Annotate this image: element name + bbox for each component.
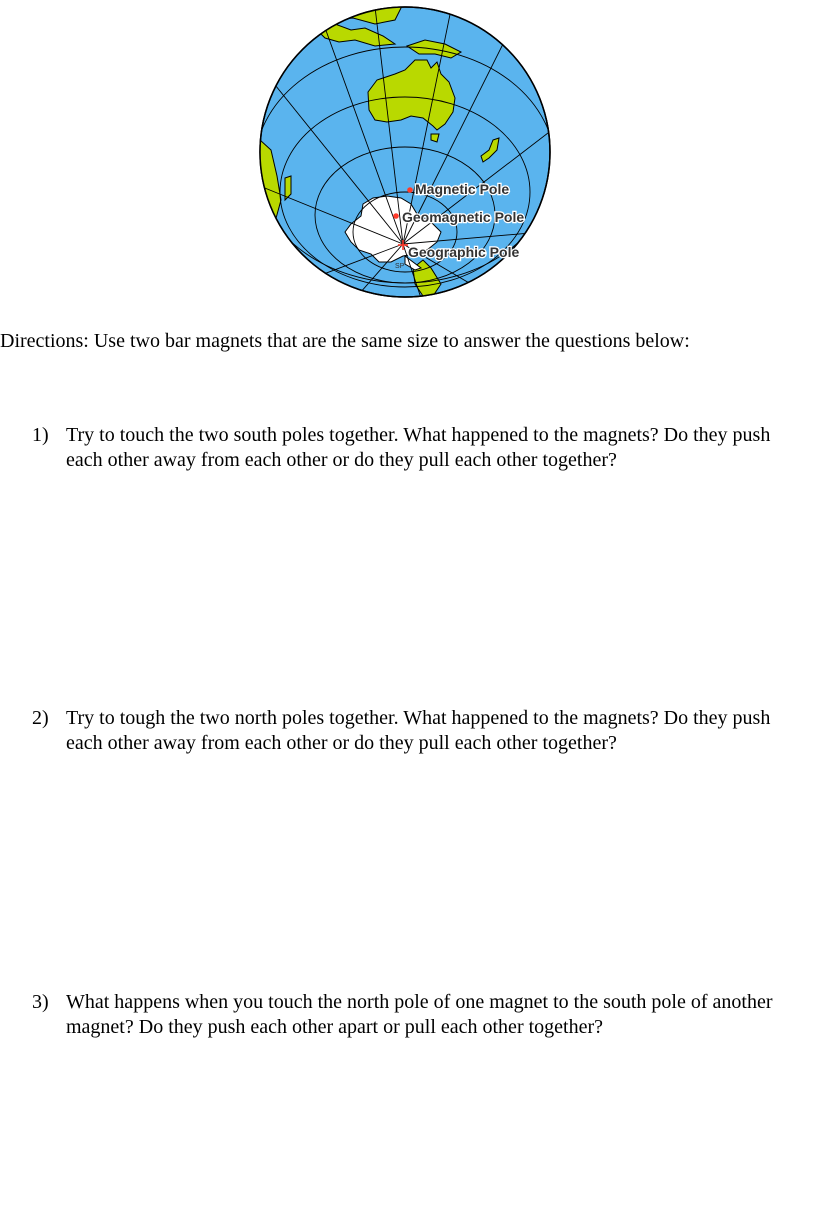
magnetic-pole-label: Magnetic Pole (415, 181, 510, 197)
question-text: Try to tough the two north poles together. What happened to the magnets? Do they push each other away from each other or do they pull each other together? (66, 707, 771, 754)
tasmania (431, 134, 439, 142)
directions-text: Directions: Use two bar magnets that are the same size to answer the questions below: (0, 330, 690, 352)
asia-landmass (321, 0, 405, 24)
geomagnetic-pole-marker (393, 213, 399, 219)
sp-mark: SP (395, 263, 405, 270)
question-text: Try to touch the two south poles together. What happened to the magnets? Do they push each other away from each other or do they pull each other together? (66, 424, 771, 471)
magnetic-pole-marker (407, 187, 413, 193)
southern-hemisphere-globe (255, 0, 555, 300)
geomagnetic-pole-label: Geomagnetic Pole (402, 209, 525, 225)
globe-figure (255, 0, 555, 300)
question-text: What happens when you touch the north pole of one magnet to the south pole of another magnet? Do they push each other apart or pull each other together? (66, 991, 773, 1038)
geographic-pole-label: Geographic Pole (408, 244, 520, 260)
question-3 (32, 990, 802, 1040)
question-2 (32, 706, 802, 756)
question-1 (32, 423, 802, 473)
question-number: 3) (32, 991, 49, 1013)
question-number: 1) (32, 424, 49, 446)
question-number: 2) (32, 707, 49, 729)
